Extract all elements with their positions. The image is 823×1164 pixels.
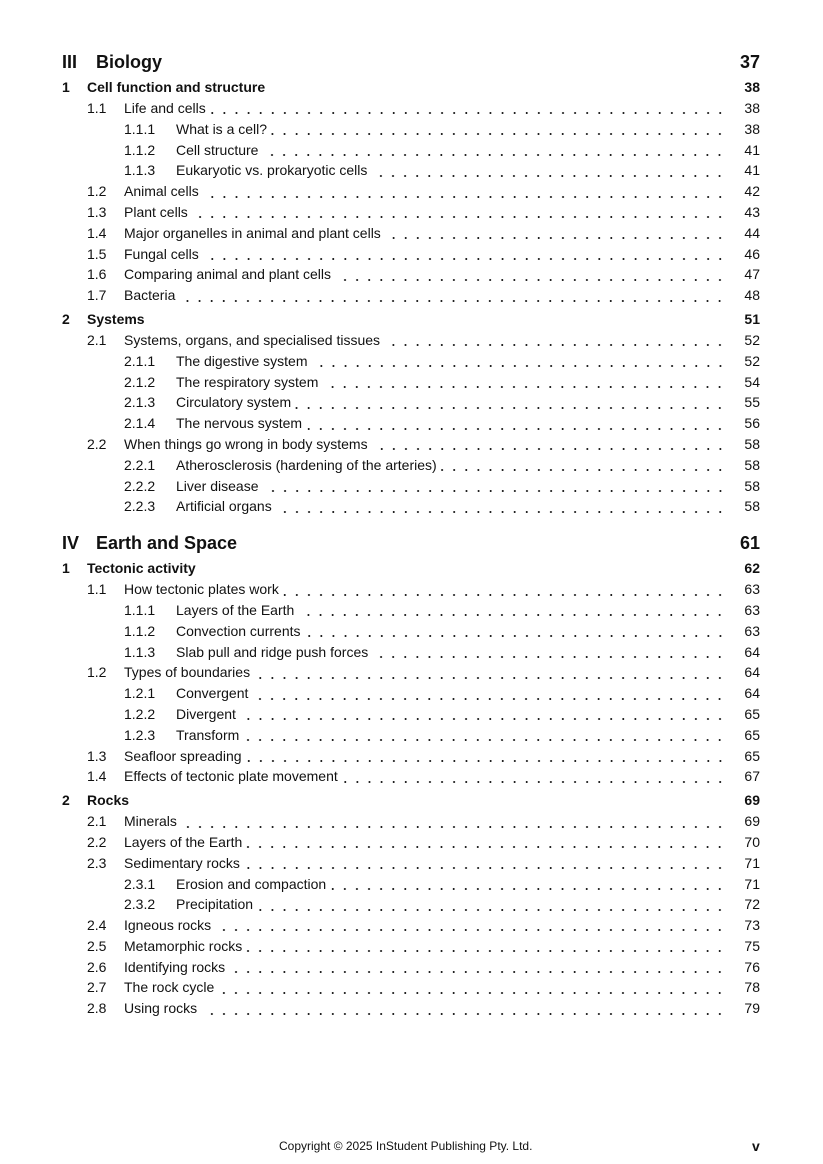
entry-number: 1.1.1 [124, 601, 156, 618]
dot-leader [181, 820, 726, 834]
dot-leader [262, 148, 726, 162]
entry-number: 2.2.1 [124, 456, 156, 473]
entry-title: Igneous rocks [124, 917, 215, 933]
toc-subsection-entry[interactable] [62, 162, 760, 183]
entry-page-number: 38 [744, 120, 760, 137]
entry-page-number: 42 [744, 183, 760, 200]
entry-number: 1.6 [87, 266, 107, 283]
toc-chapter-heading[interactable] [62, 79, 760, 100]
entry-number: 2.2 [87, 833, 107, 850]
toc-subsection-entry[interactable] [62, 394, 760, 415]
entry-title: Circulatory system [176, 394, 295, 410]
entry-page-number: 71 [744, 854, 760, 871]
chapter-page-number: 62 [744, 560, 760, 577]
entry-title: Convergent [176, 685, 252, 701]
chapter-number: 1 [62, 79, 70, 95]
entry-number: 2.2 [87, 435, 107, 452]
entry-title: Divergent [176, 706, 240, 722]
toc-section-entry[interactable] [62, 1000, 760, 1021]
toc-subsection-entry[interactable] [62, 602, 760, 623]
entry-number: 1.2 [87, 664, 107, 681]
entry-page-number: 58 [744, 456, 760, 473]
toc-section-entry[interactable] [62, 246, 760, 267]
toc-subsection-entry[interactable] [62, 498, 760, 519]
entry-page-number: 71 [744, 875, 760, 892]
toc-section-entry[interactable] [62, 332, 760, 353]
chapter-page-number: 69 [744, 792, 760, 809]
part-title: Earth and Space [96, 533, 238, 554]
entry-title: Animal cells [124, 183, 203, 199]
entry-title: Eukaryotic vs. prokaryotic cells [176, 162, 371, 178]
entry-number: 2.2.2 [124, 477, 156, 494]
dot-leader [243, 733, 726, 747]
toc-section-entry[interactable] [62, 266, 760, 287]
entry-title: The rock cycle [124, 979, 218, 995]
dot-leader [372, 650, 726, 664]
dot-leader [229, 965, 726, 979]
entry-title: Layers of the Earth [176, 602, 298, 618]
entry-title: How tectonic plates work [124, 581, 283, 597]
entry-page-number: 56 [744, 415, 760, 432]
toc-part-heading[interactable] [62, 533, 760, 557]
dot-leader [342, 775, 726, 789]
dot-leader [246, 944, 726, 958]
toc-subsection-entry[interactable] [62, 121, 760, 142]
entry-number: 2.5 [87, 937, 107, 954]
dot-leader [263, 484, 727, 498]
entry-title: Types of boundaries [124, 664, 254, 680]
toc-section-entry[interactable] [62, 664, 760, 685]
entry-page-number: 65 [744, 726, 760, 743]
entry-title: Effects of tectonic plate movement [124, 768, 342, 784]
entry-title: Minerals [124, 813, 181, 829]
toc-part-heading[interactable] [62, 52, 760, 76]
toc-section-entry[interactable] [62, 855, 760, 876]
entry-title: What is a cell? [176, 121, 271, 137]
entry-page-number: 55 [744, 394, 760, 411]
toc-section-entry[interactable] [62, 100, 760, 121]
toc-section-entry[interactable] [62, 204, 760, 225]
entry-number: 1.1.1 [124, 120, 156, 137]
toc-section-entry[interactable] [62, 768, 760, 789]
dot-leader [372, 442, 726, 456]
chapter-number: 2 [62, 310, 70, 327]
entry-number: 2.1 [87, 813, 107, 830]
chapter-title: Systems [87, 310, 145, 327]
toc-section-entry[interactable] [62, 287, 760, 308]
entry-number: 1.4 [87, 224, 107, 241]
toc-subsection-entry[interactable] [62, 685, 760, 706]
toc-subsection-entry[interactable] [62, 896, 760, 917]
toc-section-entry[interactable] [62, 225, 760, 246]
entry-number: 1.1.3 [124, 643, 156, 660]
entry-page-number: 48 [744, 287, 760, 304]
toc-subsection-entry[interactable] [62, 415, 760, 436]
toc-subsection-entry[interactable] [62, 623, 760, 644]
entry-page-number: 52 [744, 331, 760, 348]
entry-title: Cell structure [176, 142, 262, 158]
entry-number: 2.4 [87, 917, 107, 934]
toc-subsection-entry[interactable] [62, 727, 760, 748]
toc-subsection-entry[interactable] [62, 876, 760, 897]
dot-leader [441, 463, 726, 477]
toc-subsection-entry[interactable] [62, 374, 760, 395]
toc-section-entry[interactable] [62, 748, 760, 769]
entry-page-number: 58 [744, 498, 760, 515]
dot-leader [246, 754, 726, 768]
dot-leader [252, 692, 726, 706]
toc-section-entry[interactable] [62, 917, 760, 938]
entry-page-number: 58 [744, 477, 760, 494]
entry-number: 2.3 [87, 854, 107, 871]
dot-leader [244, 861, 726, 875]
toc-subsection-entry[interactable] [62, 142, 760, 163]
toc-section-entry[interactable] [62, 938, 760, 959]
entry-page-number: 54 [744, 373, 760, 390]
dot-leader [271, 127, 726, 141]
entry-number: 2.8 [87, 1000, 107, 1017]
entry-number: 2.3.1 [124, 875, 156, 892]
dot-leader [312, 359, 727, 373]
toc-section-entry[interactable] [62, 959, 760, 980]
entry-page-number: 70 [744, 833, 760, 850]
toc-subsection-entry[interactable] [62, 457, 760, 478]
entry-number: 1.1.2 [124, 622, 156, 639]
toc-section-entry[interactable] [62, 979, 760, 1000]
entry-title: Layers of the Earth [124, 834, 246, 850]
entry-page-number: 38 [744, 100, 760, 116]
copyright-notice: Copyright © 2025 InStudent Publishing Pty. Ltd. [279, 1139, 533, 1153]
toc-section-entry[interactable] [62, 834, 760, 855]
entry-title: Life and cells [124, 100, 210, 116]
entry-page-number: 65 [744, 747, 760, 764]
entry-page-number: 67 [744, 768, 760, 785]
entry-title: Transform [176, 727, 243, 743]
entry-number: 1.1.2 [124, 141, 156, 158]
dot-leader [254, 671, 726, 685]
dot-leader [192, 210, 726, 224]
entry-number: 2.1.4 [124, 415, 156, 432]
dot-leader [306, 422, 726, 436]
dot-leader [371, 169, 726, 183]
dot-leader [330, 882, 726, 896]
entry-page-number: 79 [744, 1000, 760, 1017]
part-number: III [62, 52, 78, 72]
entry-page-number: 65 [744, 705, 760, 722]
toc-subsection-entry[interactable] [62, 706, 760, 727]
toc-section-entry[interactable] [62, 581, 760, 602]
dot-leader [203, 190, 726, 204]
entry-page-number: 44 [744, 224, 760, 241]
entry-title: Atherosclerosis (hardening of the arteries) [176, 457, 441, 473]
entry-title: Erosion and compaction [176, 876, 330, 892]
dot-leader [322, 380, 726, 394]
dot-leader [276, 505, 726, 519]
entry-title: Precipitation [176, 896, 257, 912]
page-number: v [752, 1138, 760, 1154]
entry-number: 1.4 [87, 768, 107, 785]
entry-page-number: 47 [744, 266, 760, 283]
entry-page-number: 63 [744, 622, 760, 639]
dot-leader [335, 273, 726, 287]
entry-title: Systems, organs, and specialised tissues [124, 332, 384, 348]
entry-title: Major organelles in animal and plant cells [124, 225, 385, 241]
entry-page-number: 58 [744, 435, 760, 452]
entry-number: 1.5 [87, 245, 107, 262]
entry-page-number: 73 [744, 917, 760, 934]
entry-page-number: 64 [744, 664, 760, 681]
toc-section-entry[interactable] [62, 813, 760, 834]
entry-number: 2.3.2 [124, 896, 156, 913]
entry-number: 1.2.2 [124, 705, 156, 722]
part-number: IV [62, 533, 80, 554]
toc-chapter-heading[interactable] [62, 311, 760, 332]
chapter-number: 1 [62, 560, 70, 577]
dot-leader [257, 903, 726, 917]
entry-number: 1.1 [87, 100, 107, 116]
entry-number: 1.2.3 [124, 726, 156, 743]
entry-page-number: 43 [744, 203, 760, 220]
chapter-title: Tectonic activity [87, 560, 196, 577]
dot-leader [210, 106, 726, 120]
toc-subsection-entry[interactable] [62, 353, 760, 374]
entry-title: Bacteria [124, 287, 179, 303]
entry-title: Using rocks [124, 1000, 201, 1016]
entry-number: 1.7 [87, 287, 107, 304]
entry-title: Sedimentary rocks [124, 855, 244, 871]
entry-title: Convection currents [176, 623, 305, 639]
entry-page-number: 78 [744, 979, 760, 996]
entry-number: 1.2 [87, 183, 107, 200]
dot-leader [283, 588, 726, 602]
entry-number: 1.1 [87, 581, 107, 598]
dot-leader [203, 252, 726, 266]
toc-section-entry[interactable] [62, 183, 760, 204]
toc-section-entry[interactable] [62, 436, 760, 457]
toc-subsection-entry[interactable] [62, 478, 760, 499]
table-of-contents [62, 52, 760, 1021]
entry-page-number: 41 [744, 141, 760, 158]
entry-page-number: 75 [744, 937, 760, 954]
entry-number: 1.3 [87, 203, 107, 220]
entry-page-number: 64 [744, 643, 760, 660]
entry-title: The respiratory system [176, 374, 322, 390]
dot-leader [201, 1007, 726, 1021]
entry-page-number: 52 [744, 352, 760, 369]
entry-title: Identifying rocks [124, 959, 229, 975]
entry-title: The nervous system [176, 415, 306, 431]
entry-number: 2.1.3 [124, 394, 156, 411]
entry-title: When things go wrong in body systems [124, 436, 372, 452]
entry-title: Metamorphic rocks [124, 938, 246, 954]
entry-page-number: 76 [744, 958, 760, 975]
dot-leader [215, 923, 726, 937]
entry-number: 2.1.2 [124, 373, 156, 390]
entry-page-number: 46 [744, 245, 760, 262]
entry-title: Liver disease [176, 478, 263, 494]
entry-title: The digestive system [176, 353, 312, 369]
chapter-number: 2 [62, 792, 70, 809]
part-page-number: 61 [739, 533, 760, 554]
chapter-title: Rocks [87, 792, 130, 809]
entry-title: Comparing animal and plant cells [124, 266, 335, 282]
entry-page-number: 64 [744, 685, 760, 702]
entry-number: 1.2.1 [124, 685, 156, 702]
chapter-page-number: 51 [744, 310, 760, 327]
entry-number: 2.1 [87, 331, 107, 348]
chapter-title: Cell function and structure [87, 79, 266, 95]
entry-number: 2.7 [87, 979, 107, 996]
dot-leader [384, 338, 726, 352]
entry-page-number: 72 [744, 896, 760, 913]
dot-leader [218, 986, 726, 1000]
entry-number: 1.3 [87, 747, 107, 764]
toc-subsection-entry[interactable] [62, 644, 760, 665]
entry-number: 2.6 [87, 958, 107, 975]
toc-chapter-heading[interactable] [62, 792, 760, 813]
entry-number: 2.2.3 [124, 498, 156, 515]
entry-title: Artificial organs [176, 498, 276, 514]
entry-page-number: 41 [744, 162, 760, 179]
dot-leader [179, 294, 726, 308]
entry-title: Slab pull and ridge push forces [176, 644, 372, 660]
dot-leader [246, 840, 726, 854]
dot-leader [295, 401, 726, 415]
entry-page-number: 69 [744, 813, 760, 830]
entry-number: 2.1.1 [124, 352, 156, 369]
entry-page-number: 63 [744, 601, 760, 618]
entry-title: Fungal cells [124, 246, 203, 262]
toc-chapter-heading[interactable] [62, 560, 760, 581]
dot-leader [305, 629, 726, 643]
part-title: Biology [96, 52, 162, 72]
entry-page-number: 63 [744, 581, 760, 598]
entry-title: Seafloor spreading [124, 748, 246, 764]
chapter-page-number: 38 [744, 79, 760, 95]
entry-title: Plant cells [124, 204, 192, 220]
entry-number: 1.1.3 [124, 162, 156, 179]
dot-leader [298, 608, 726, 622]
dot-leader [240, 712, 726, 726]
part-page-number: 37 [739, 52, 760, 72]
dot-leader [385, 231, 726, 245]
